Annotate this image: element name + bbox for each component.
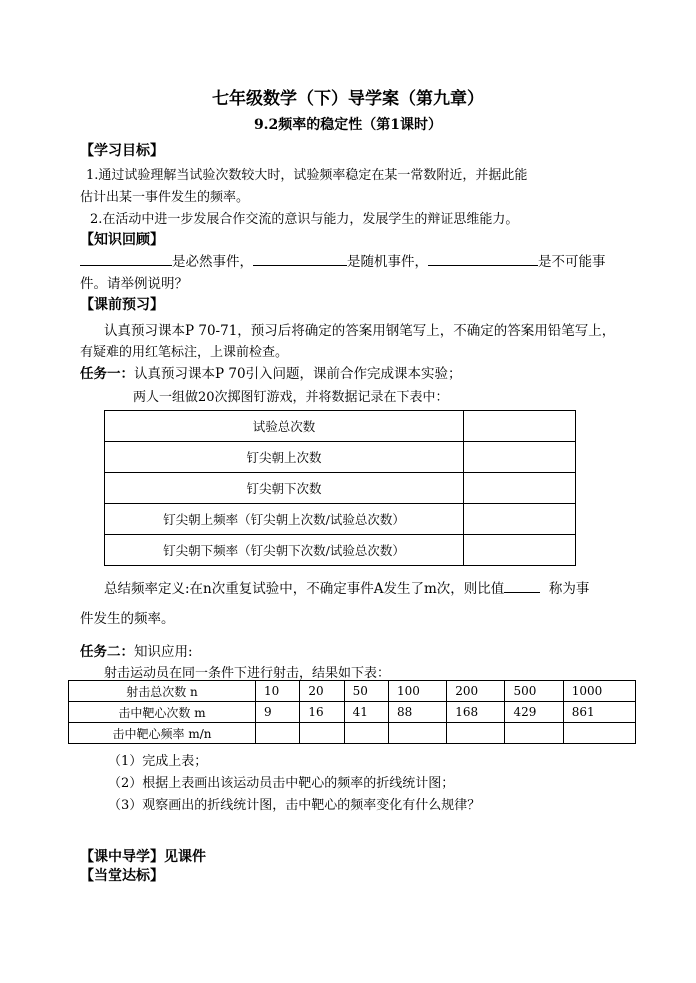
preview-line-1: 认真预习课本P 70-71，预习后将确定的答案用钢笔写上，不确定的答案用铅笔写上， <box>104 323 616 339</box>
data-cell: 861 <box>563 702 635 723</box>
table-row <box>105 535 576 566</box>
data-cell: 500 <box>505 681 563 702</box>
frequency-definition-line-2: 件发生的频率。 <box>80 611 175 627</box>
task1-instruction: 两人一组做20次掷图钉游戏，并将数据记录在下表中： <box>133 390 449 405</box>
answer-cell[interactable] <box>464 442 576 473</box>
review-heading: 【知识回顾】 <box>80 232 164 248</box>
answer-cell[interactable] <box>563 723 635 744</box>
data-cell: 41 <box>344 702 388 723</box>
answer-cell[interactable] <box>447 723 505 744</box>
review-text-random: 是随机事件， <box>347 254 428 270</box>
review-line-1 <box>80 250 606 270</box>
definition-text-end: 称为事 <box>548 581 590 597</box>
data-cell: 16 <box>300 702 344 723</box>
data-cell: 9 <box>256 702 300 723</box>
row-label: 钉尖朝下次数 <box>105 473 464 504</box>
review-text-certain: 是必然事件， <box>172 254 253 270</box>
task1-line <box>80 362 462 382</box>
shooting-results-table <box>68 680 636 744</box>
data-cell: 429 <box>505 702 563 723</box>
lesson-subtitle: 9.2频率的稳定性（第1课时） <box>253 117 443 133</box>
objectives-heading: 【学习目标】 <box>80 143 164 159</box>
objective-2: 2.在活动中进一步发展合作交流的意识与能力，发展学生的辩证思维能力。 <box>90 212 519 227</box>
objective-1-line-2: 估计出某一事件发生的频率。 <box>80 190 250 205</box>
inclass-line <box>80 846 206 866</box>
data-cell: 100 <box>388 681 446 702</box>
answer-blank-certain[interactable] <box>80 251 172 266</box>
data-cell: 20 <box>300 681 344 702</box>
answer-cell[interactable] <box>464 473 576 504</box>
answer-cell[interactable] <box>464 504 576 535</box>
answer-blank-random[interactable] <box>253 251 347 266</box>
inclass-text: 见课件 <box>164 849 206 865</box>
task2-intro: 射击运动员在同一条件下进行射击，结果如下表： <box>104 666 391 681</box>
row-label: 试验总次数 <box>105 411 464 442</box>
review-line-2: 件。请举例说明？ <box>80 276 188 292</box>
definition-text: 总结频率定义:在n次重复试验中，不确定事件A发生了m次，则比值 <box>104 581 505 597</box>
question-3: （3）观察画出的折线统计图，击中靶心的频率变化有什么规律？ <box>108 798 481 813</box>
row-header: 击中靶心频率 m/n <box>69 723 256 744</box>
table-row <box>69 681 636 702</box>
task1-text: 认真预习课本P 70引入问题，课前合作完成课本实验； <box>134 366 462 382</box>
data-cell: 168 <box>447 702 505 723</box>
table-row <box>69 723 636 744</box>
table-row <box>105 473 576 504</box>
frequency-definition-line-1 <box>104 577 589 597</box>
row-label: 钉尖朝上频率（钉尖朝上次数/试验总次数） <box>105 504 464 535</box>
answer-cell[interactable] <box>464 411 576 442</box>
table-row <box>105 442 576 473</box>
mastery-heading: 【当堂达标】 <box>80 868 164 884</box>
task2-text: 知识应用: <box>134 644 193 660</box>
preview-line-2: 有疑难的用红笔标注，上课前检查。 <box>80 345 289 360</box>
task1-label: 任务一： <box>80 366 134 382</box>
thumbtack-experiment-table <box>104 410 576 566</box>
answer-blank-impossible[interactable] <box>428 251 538 266</box>
data-cell: 1000 <box>563 681 635 702</box>
data-cell: 200 <box>447 681 505 702</box>
preview-heading: 【课前预习】 <box>80 297 164 313</box>
row-header: 射击总次数 n <box>69 681 256 702</box>
objective-1-line-1: 1.通过试验理解当试验次数较大时，试验频率稳定在某一常数附近，并据此能 <box>86 168 528 183</box>
row-header: 击中靶心次数 m <box>69 702 256 723</box>
row-label: 钉尖朝下频率（钉尖朝下次数/试验总次数） <box>105 535 464 566</box>
page-title: 七年级数学（下）导学案（第九章） <box>212 89 484 109</box>
data-cell: 50 <box>344 681 388 702</box>
review-text-impossible: 是不可能事 <box>538 254 606 270</box>
answer-cell[interactable] <box>344 723 388 744</box>
question-1: （1）完成上表； <box>108 754 208 769</box>
task2-line <box>80 640 193 660</box>
answer-blank-ratio[interactable] <box>504 578 540 593</box>
table-row <box>105 411 576 442</box>
table-row <box>105 504 576 535</box>
row-label: 钉尖朝上次数 <box>105 442 464 473</box>
task2-label: 任务二： <box>80 644 134 660</box>
inclass-heading: 【课中导学】 <box>80 849 164 865</box>
answer-cell[interactable] <box>464 535 576 566</box>
answer-cell[interactable] <box>300 723 344 744</box>
answer-cell[interactable] <box>256 723 300 744</box>
table-row <box>69 702 636 723</box>
question-2: （2）根据上表画出该运动员击中靶心的频率的折线统计图； <box>108 776 455 791</box>
data-cell: 10 <box>256 681 300 702</box>
answer-cell[interactable] <box>505 723 563 744</box>
data-cell: 88 <box>388 702 446 723</box>
answer-cell[interactable] <box>388 723 446 744</box>
